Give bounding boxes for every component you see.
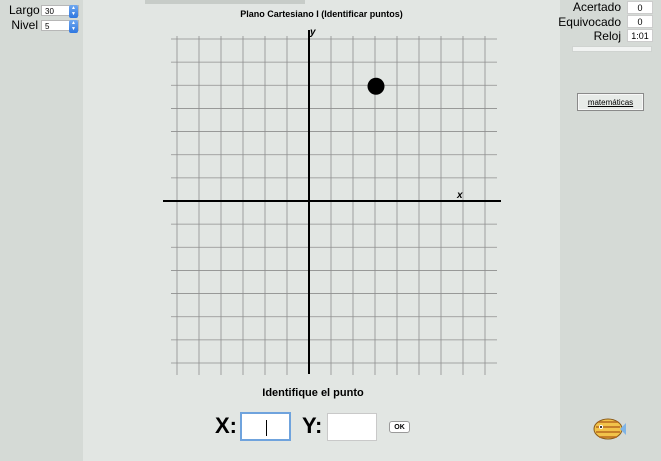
- target-point: [368, 78, 385, 95]
- left-panel: [0, 0, 83, 461]
- ok-button[interactable]: OK: [389, 421, 410, 433]
- equivocado-label: Equivocado: [558, 15, 621, 29]
- largo-value: 30: [45, 6, 54, 16]
- nivel-stepper[interactable]: [41, 20, 79, 31]
- reloj-label: Reloj: [593, 29, 621, 43]
- x-input-label: X:: [215, 413, 237, 438]
- x-axis-label: x: [457, 190, 463, 201]
- acertado-value: 0: [627, 1, 653, 14]
- fish-logo-icon: [590, 414, 626, 444]
- text-cursor: [266, 420, 267, 436]
- acertado-label: Acertado: [572, 0, 621, 14]
- right-panel: [560, 0, 661, 461]
- stepper-arrows-icon[interactable]: ▲ ▼: [69, 5, 78, 18]
- cartesian-plane: [160, 26, 505, 376]
- nivel-control: [9, 18, 79, 32]
- x-input[interactable]: [240, 412, 291, 441]
- y-axis-label: y: [310, 27, 316, 38]
- progress-bar: [572, 46, 652, 52]
- matematicas-button[interactable]: matemáticas: [577, 93, 644, 111]
- largo-control: [9, 3, 79, 17]
- nivel-value: 5: [45, 21, 50, 31]
- stepper-arrows-icon[interactable]: ▲ ▼: [69, 20, 78, 33]
- activity-title: Plano Cartesiano I (Identificar puntos): [240, 9, 403, 19]
- y-input-label: Y:: [302, 413, 323, 438]
- nivel-label: Nivel: [11, 18, 38, 32]
- y-input[interactable]: [327, 413, 377, 441]
- prompt-text: Identifique el punto: [262, 387, 364, 399]
- top-divider: [145, 0, 305, 4]
- reloj-value: 1:01: [627, 29, 653, 42]
- largo-stepper[interactable]: [41, 5, 79, 16]
- equivocado-value: 0: [627, 15, 653, 28]
- largo-label: Largo: [9, 3, 40, 17]
